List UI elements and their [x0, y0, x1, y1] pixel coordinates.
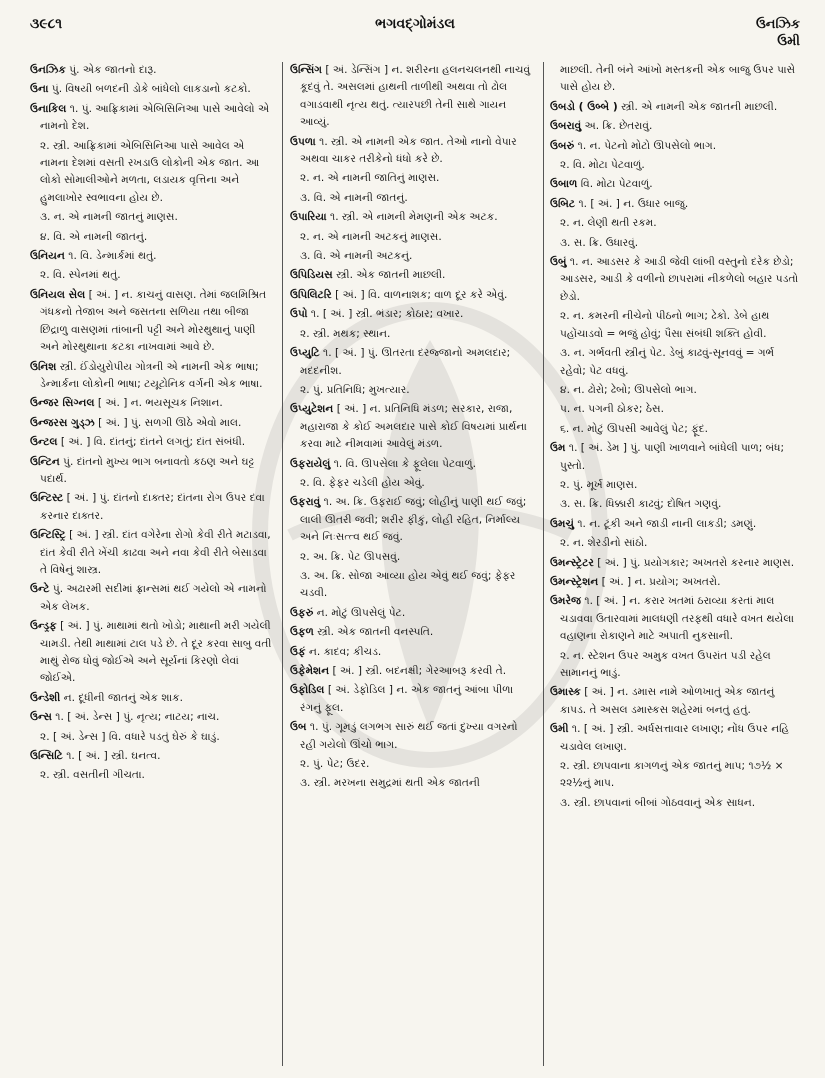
page-header [30, 14, 800, 56]
dictionary-entry [30, 581, 274, 616]
dictionary-entry [290, 494, 536, 546]
headword: ઉફોડિલ [290, 684, 325, 697]
dictionary-entry [550, 721, 800, 756]
dictionary-entry [30, 618, 274, 688]
headword: ઉન્ટિન [30, 455, 60, 468]
entry-sense [550, 421, 800, 438]
dictionary-entry [290, 134, 536, 169]
page-number: ૩૯૮૧ [30, 16, 63, 32]
definition-text: ૨. ન. એ નામની જાતિનું માણસ. [300, 172, 440, 185]
definition-text: ૨. ન. સ્ટેશન ઉપર અમુક વખત ઉપરાંત પડી રહેલ સામાનનું ભાડું. [560, 649, 771, 679]
definition-text: પું. અઢારમી સદીમાં ફ્રાન્સમાં થઈ ગયેલો એ નામનો એક લેખક. [40, 583, 267, 613]
dictionary-entry [290, 345, 536, 380]
definition-text: સ્ત્રી. એક જાતની વનસ્પતિ. [317, 626, 434, 639]
headword: ઉન્ટિસ્ટ [30, 492, 64, 505]
definition-text: ૨. પું. પ્રતિનિધિ; મુખત્યાર. [300, 383, 410, 396]
dictionary-entry [550, 574, 800, 591]
entry-sense [550, 795, 800, 812]
dictionary-entry [550, 196, 800, 213]
column-3 [550, 62, 800, 1066]
entry-sense [550, 535, 800, 552]
headword: ઉન્સ [30, 711, 52, 724]
dictionary-entry [290, 456, 536, 473]
entry-sense [550, 477, 800, 494]
headword: ઉપ્યુટિ [290, 347, 320, 360]
dictionary-entry [550, 138, 800, 155]
entry-sense [30, 209, 274, 226]
definition-text: ૧. [ અં. ડેમ ] પું. પાણી ખાળવાને બાંધેલી પાળ; બંધ; પુસ્તો. [560, 442, 785, 472]
headword: ઉનઝિક [30, 64, 66, 76]
definition-text: [ અં. ] ન. ભયસૂચક નિશાન. [97, 397, 223, 410]
headword: ઉન્જરસ ગુડ્ઝ [30, 416, 95, 429]
dictionary-entry [30, 287, 274, 357]
definition-text: ૧. [ અં. ] સ્ત્રી. ઘનત્વ. [66, 750, 161, 763]
definition-text: ૧. વિ. ડેન્માર્કમાં થતું. [68, 250, 157, 263]
definition-text: ૩. અ. ક્રિ. સોજા આવ્યા હોય એવું થઈ જવું; ફેફર ચડવી. [300, 569, 516, 600]
entry-sense [550, 758, 800, 793]
definition-text: સ્ત્રી. એક જાતની માછલી. [336, 269, 446, 282]
definition-text: [ અં. ] ન. ડમાસ નામે ઓળખાતું એક જાતનું કાપડ. તે અસલ ડમાસ્કસ શહેરમાં બનતું હતું. [560, 686, 775, 716]
dictionary-entry [30, 709, 274, 726]
dictionary-entry [290, 682, 536, 717]
definition-text: ૨. સ્ત્રી. વસતીની ગીચતા. [40, 769, 145, 782]
entry-sense [290, 326, 536, 343]
definition-text: પ. ન. પગની ઠોકર; ઠેસ. [560, 403, 664, 416]
entry-sense [290, 756, 536, 773]
entry-sense [290, 248, 536, 265]
definition-text: ૨. પું. પેટ; ઉદર. [300, 758, 370, 771]
headword: ઉબાળ [550, 178, 578, 191]
dictionary-entry [290, 605, 536, 622]
dictionary-entry [550, 440, 800, 475]
definition-text: ૧. [ અં. ] ન. કરાર ખતમાં ઠરાવ્યા કરતાં માલ ચડાવવા ઉતારવામાં માલધણી તરફથી વધારે વખત થયેલા વહાણના રોકાણને માટે અપાતી નુકસાની. [560, 595, 794, 643]
definition-text: ૧. વિ. ઊપસેલા કે ફૂલેલા પેટવાળું. [333, 457, 477, 470]
entry-sense [30, 229, 274, 246]
definition-text: માછલી. તેની બંને આંખો મસ્તકની એક બાજુ ઉપર પાસે પાસે હોય છે. [560, 64, 796, 94]
headword: ઉફરું [290, 606, 314, 619]
headword: ઉફરાયેલું [290, 457, 331, 470]
definition-text: [ અં. ] પું. સળગી ઊઠે એવો માલ. [98, 416, 242, 429]
guide-words [756, 16, 800, 50]
definition-text: ૧. અ. ક્રિ. ઉફરાઈ જવું; લોહીનું પાણી થઈ જવું; લાલી ઊતરી જવી; શરીર ફીકું, લોહી રહિત, નિર્માલ્ય અને નિઃસત્ત્વ થઈ જવું. [300, 496, 527, 544]
definition-text: ૨. વિ. ફેફર ચડેલી હોય એવું. [300, 476, 425, 489]
definition-text: ૨. વિ. સ્પેનમાં થતું. [40, 269, 121, 282]
dictionary-entry [30, 527, 274, 579]
column-divider [543, 62, 544, 1066]
definition-text: ૨. વિ. મોટા પેટવાળું. [560, 159, 645, 172]
headword: ઉનિયન [30, 250, 65, 263]
headword: ઉબ [290, 721, 307, 734]
headword: ઉબરાવું [550, 120, 582, 133]
dictionary-entry [550, 176, 800, 193]
dictionary-entry [550, 593, 800, 645]
headword: ઉપ્યુટેશન [290, 403, 334, 416]
entry-sense [290, 475, 536, 492]
definition-text: [ અં. ] સ્ત્રી. દાંત વગેરેના રોગો કેવી રીતે મટાડવા, દાંત કેવી રીતે ખેંચી કાઢવા અને નવા કેવી રીતે બેસાડવા તે વિષેનું શાસ્ત્ર. [40, 529, 271, 576]
entry-sense [550, 215, 800, 232]
entry-sense [550, 382, 800, 399]
dictionary-entry [550, 555, 800, 572]
definition-text: ૧. પું. આફ્રિકામાં એબિસિનિઆ પાસે આવેલો એ નામનો દેશ. [40, 102, 270, 133]
definition-text: ૧. [ અં. ડેન્સ ] પું. નૃત્ય; નાટય; નાચ. [55, 711, 220, 724]
definition-text: વિ. મોટા પેટવાળું. [580, 178, 653, 191]
headword: ઉન્ડેશી [30, 691, 61, 704]
headword: ઉફળ [290, 626, 314, 639]
definition-text: અ. ક્રિ. છેતરાવું. [584, 120, 653, 133]
definition-text: ૧. ન. ટૂંકી અને જાડી નાની લાકડી; ડમણું. [577, 517, 757, 530]
page-title: ભગવદ્ગોમંડલ [375, 16, 455, 32]
headword: ઉપો [290, 308, 308, 321]
dictionary-entry [290, 663, 536, 680]
definition-text: [ અં. ] પું. દાંતનો દાક્તર; દાંતના રોગ ઉપર દવા કરનાર દાક્તર. [40, 492, 265, 522]
headword: ઉનિયલ સેલ [30, 288, 86, 301]
headword: ઉમી [550, 723, 569, 736]
entry-sense [290, 568, 536, 603]
definition-text: ૩. સ. ક્રિ. ઉધારવું. [560, 236, 639, 249]
dictionary-entry [30, 415, 274, 432]
definition-text: પું. દાંતનો મુખ્ય ભાગ બનાવતો કઠણ અને ઘટ્ટ પદાર્થ. [40, 455, 255, 485]
headword: ઉન્સિટિ [30, 750, 63, 763]
headword: ઉન્સિંગ [290, 64, 323, 76]
dictionary-entry [30, 690, 274, 707]
definition-text: પું. વિષયી બળદની ડોકે બાંધેલો લાકડાનો કટકો. [51, 83, 251, 96]
entry-sense [290, 549, 536, 566]
definition-text: [ અં. ] સ્ત્રી. બદનક્ષી; ગેરઆબરૂ કરવી તે. [332, 665, 507, 677]
entry-sense [550, 345, 800, 380]
entry-sense [290, 382, 536, 399]
definition-text: [ અં. ] પું. માથામાં થતો ખોડો; માથાની મરી ગયેલી ચામડી. તેથી માથામાં ટાલ પડે છે. તે દૂર કરવા સાબુ વતી માથું રોજ ધોવું જોઈએ અને સૂર્યનાં કિરણો લેવાં જોઈએ. [40, 620, 272, 685]
headword: ઉમાસ્ક [550, 686, 581, 699]
dictionary-entry [30, 395, 274, 412]
entry-sense [290, 775, 536, 792]
guide-word-last: ઉમી [777, 34, 800, 49]
guide-word-first: ઉનઝિક [755, 17, 800, 32]
dictionary-entry [30, 434, 274, 451]
definition-text: [ અં. ] ન. પ્રયોગ; અખતરો. [601, 575, 721, 588]
entry-sense [550, 308, 800, 343]
dictionary-entry [30, 248, 274, 265]
column-1 [30, 62, 274, 1066]
definition-text: ૨. [ અં. ડેન્સ ] વિ. વધારે પડતું ઘેરું કે ઘાડું. [40, 730, 220, 743]
dictionary-entry [30, 748, 274, 765]
definition-text: પું. એક જાતનો દારૂ. [69, 64, 157, 76]
dictionary-entry [290, 287, 536, 304]
definition-text: ૧. [ અં. ] ન. ઉધાર બાજુ. [578, 197, 689, 210]
definition-text: [ અં. ડેફોડિલ ] ન. એક જાતનું આંબા પીળા રંગનું ફૂલ. [300, 684, 514, 714]
entry-sense [290, 170, 536, 187]
definition-text: ૧. સ્ત્રી. એ નામની એક જાત. તેઓ નાનો વેપાર અથવા ચાકર તરીકેનો ધંધો કરે છે. [300, 135, 517, 166]
entry-sense [290, 190, 536, 207]
dictionary-entry [290, 267, 536, 284]
definition-text: ૨. ન. શેરડીનો સાંઠો. [560, 537, 648, 550]
headword: ઉન્ટલ [30, 436, 58, 449]
headword: ઉપિલિટરિ [290, 288, 332, 301]
definition-text: [ અં. ] વિ. દાંતનું; દાંતને લગતું; દાંત સંબંધી. [60, 436, 246, 449]
definition-text: ૨. સ્ત્રી. આફ્રિકામાં એબિસિનિઆ પાસે આવેલ એ નામના દેશમાં વસતી રખડાઉ લોકોની એક જાત. આ લોકો સોમાલીઓને મળતા, લડાયક વૃત્તિના અને હુમલાખોર સ્વભાવના હોય છે. [40, 139, 260, 204]
entry-sense [550, 235, 800, 252]
dictionary-entry [30, 490, 274, 525]
dictionary-entry [290, 209, 536, 226]
definition-text: ૧. [ અં. ] પું. ઊતરતા દરજ્જાનો અમલદાર; મદદનીશ. [300, 347, 511, 377]
definition-text: ૧. ન. પેટનો મોટો ઊપસેલો ભાગ. [577, 139, 717, 152]
entry-sense [550, 62, 800, 97]
entry-sense [290, 229, 536, 246]
definition-text: ન. કાદવ; કીચડ. [308, 645, 382, 658]
definition-text: ૧. સ્ત્રી. એ નામની મેમણની એક અટક. [330, 211, 498, 224]
headword: ઉપળા [290, 135, 316, 148]
definition-text: ૨. ન. લેણી થતી રકમ. [560, 217, 657, 230]
headword: ઉન્ટિસ્ટ્રિ [30, 529, 66, 542]
entry-sense [550, 401, 800, 418]
definition-text: [ અં. ] ન. પ્રતિનિધિ મંડળ; સરકાર, રાજા, મહારાજા કે કોઈ અમલદાર પાસે કોઈ વિષયમાં પ્રાર્થના કરવા માટે નીમવામાં આવેલું મંડળ. [300, 403, 527, 451]
definition-text: સ્ત્રી. એ નામની એક જાતની માછલી. [621, 100, 778, 113]
definition-text: ૧. ન. આડસર કે આડી જેવી લાંબી વસ્તુનો દરેક છેડો; આડસર, આડી કે વળીનો છાપરામાં નીકળેલો બહાર પડતો છેડો. [560, 256, 799, 303]
definition-text: ૨. પું. મૂર્ખ માણસ. [560, 478, 638, 491]
entry-sense [30, 767, 274, 784]
headword: ઉમન્સ્ટ્રેટર [550, 556, 594, 569]
dictionary-entry [290, 401, 536, 453]
dictionary-entry [30, 101, 274, 136]
definition-text: [ અં. ] પું. પ્રયોગકાર; અખતરો કરનાર માણસ. [597, 556, 795, 569]
definition-text: ૨. ન. કમરની નીચેનો પીઠનો ભાગ; ઢેકો. ડેબે હાથ પહોંચાડવો = ભજું હોવું; પૈસા સંબંધી શક્તિ હોવી. [560, 310, 770, 340]
definition-text: ૩. વિ. એ નામની જાતનું. [300, 191, 408, 204]
headword: ઉનિશ [30, 360, 57, 373]
definition-text: સ્ત્રી. ઈંડોયુરોપીય ગોત્રની એ નામની એક ભાષા; ડેન્માર્કના લોકોની ભાષા; ટયૂટોનિક વર્ગની એક ભાષા. [40, 360, 263, 390]
definition-text: ૩. ન. એ નામની જાતનું માણસ. [40, 211, 178, 224]
dictionary-entry [30, 62, 274, 79]
entry-sense [550, 648, 800, 683]
headword: ઉનાકિલ [30, 102, 67, 115]
headword: ઉબિટ [550, 197, 576, 210]
dictionary-entry [550, 516, 800, 533]
dictionary-entry [30, 81, 274, 98]
definition-text: ૧. [ અં. ] સ્ત્રી. ભંડાર; કોઠાર; વખાર. [310, 308, 464, 321]
definition-text: [ અં. ] ન. કાચનું વાસણ. તેમાં જલમિશ્રિત ગંધકનો તેજાબ અને જસતના સળિયા તથા બીજા છિદ્રાળુ વાસણમાં તાંબાની પટ્ટી અને મોરથુથાનું પાણી અને મોરથુથાના કટકા નાખવામાં આવે છે. [40, 288, 267, 354]
definition-text: ૬. ન. મોટું ઊપસી આવેલું પેટ; ફૂંદ. [560, 422, 709, 435]
dictionary-entry [550, 99, 800, 116]
definition-text: ૩. સ્ત્રી. મરખના સમુદ્રમાં થતી એક જાતની [300, 777, 480, 790]
dictionary-entry [550, 254, 800, 306]
headword: ઉમ [550, 442, 566, 455]
definition-text: ૧. પું. ગૂમડું લગભગ સારું થઈ જતાં દુખ્યા વગરનો રહી ગયેલો ઊંચો ભાગ. [300, 721, 518, 751]
headword: ઉના [30, 83, 49, 96]
definition-text: ૩. સ. ક્રિ. ધિક્કારી કાઢવું; દોષિત ગણવું. [560, 498, 722, 511]
headword: ઉફરાવું [290, 496, 321, 509]
dictionary-entry [550, 118, 800, 135]
dictionary-entry [290, 62, 536, 132]
headword: ઉફેમેશન [290, 665, 330, 677]
definition-text: ૨. સ્ત્રી. છાપવાના કાગળનું એક જાતનું માપ; ૧૭½ × ૨૨½નું માપ. [560, 760, 784, 790]
dictionary-entry [550, 684, 800, 719]
headword: ઉબડો ( ઉબ્બે ) [550, 100, 618, 113]
definition-text: [ અં. ડેન્સિંગ ] ન. શરીરના હલનચલનથી નાચવું કૂદવું તે. અસલમાં હાથની તાળીથી અથવા તો ઢોલ વગાડવાથી નૃત્ય થતું. ત્યારપછી તેની સાથે ગાયન આવ્યું. [300, 64, 531, 129]
entry-sense [550, 157, 800, 174]
entry-sense [30, 729, 274, 746]
entry-sense [550, 496, 800, 513]
column-divider [282, 62, 283, 1066]
headword: ઉન્ડ્રફ [30, 620, 57, 633]
dictionary-entry [290, 719, 536, 754]
headword: ઉન્ટે [30, 583, 50, 596]
entry-sense [30, 267, 274, 284]
definition-text: ૩. સ્ત્રી. છાપવાનાં બીબાં ગોઠવવાનું એક સાધન. [560, 796, 756, 809]
definition-text: ૪. ન. ઢોરો; ઢેબો; ઊપસેલો ભાગ. [560, 383, 697, 396]
headword: ઉબું [550, 256, 567, 269]
definition-text: ૨. સ્ત્રી. મથક; સ્થાન. [300, 327, 391, 340]
headword: ઉબરું [550, 139, 575, 152]
definition-text: [ અં. ] વિ. વાળનાશક; વાળ દૂર કરે એવું. [335, 288, 508, 301]
definition-text: ૩. વિ. એ નામની અટકનું. [300, 250, 413, 263]
definition-text: ૧. [ અં. ] સ્ત્રી. અર્ધસત્તાવાર લખાણ; નોંધ ઉપર નહિ ચડાવેલ લખાણ. [560, 723, 790, 753]
definition-text: ન. મોટું ઊપસેલું પેટ. [316, 606, 406, 619]
dictionary-entry [290, 306, 536, 323]
column-2 [290, 62, 536, 1066]
definition-text: ન. દૂધીની જાતનું એક શાક. [63, 691, 183, 704]
dictionary-entry [290, 644, 536, 661]
entry-sense [30, 138, 274, 208]
definition-text: ૨. ન. એ નામની અટકનું માણસ. [300, 230, 442, 243]
headword: ઉન્જર સિગ્નલ [30, 397, 95, 410]
dictionary-entry [30, 454, 274, 489]
headword: ઉપિડિયસ [290, 269, 333, 282]
headword: ઉમન્સ્ટ્રેશન [550, 575, 599, 588]
headword: ઉમરેજ [550, 595, 581, 608]
headword: ઉપારિયા [290, 211, 327, 224]
definition-text: ૪. વિ. એ નામની જાતનું. [40, 230, 148, 243]
headword: ઉફં [290, 645, 306, 658]
dictionary-entry [30, 359, 274, 394]
definition-text: ૩. ન. ગર્ભવતી સ્ત્રીનું પેટ. ડેબું કાઢવું-સૂનવવું = ગર્ભ રહેવો; પેટ વધવું. [560, 347, 775, 377]
dictionary-entry [290, 624, 536, 641]
definition-text: ૨. અ. ક્રિ. પેટ ઊપસવું. [300, 550, 401, 563]
headword: ઉમચું [550, 517, 574, 530]
